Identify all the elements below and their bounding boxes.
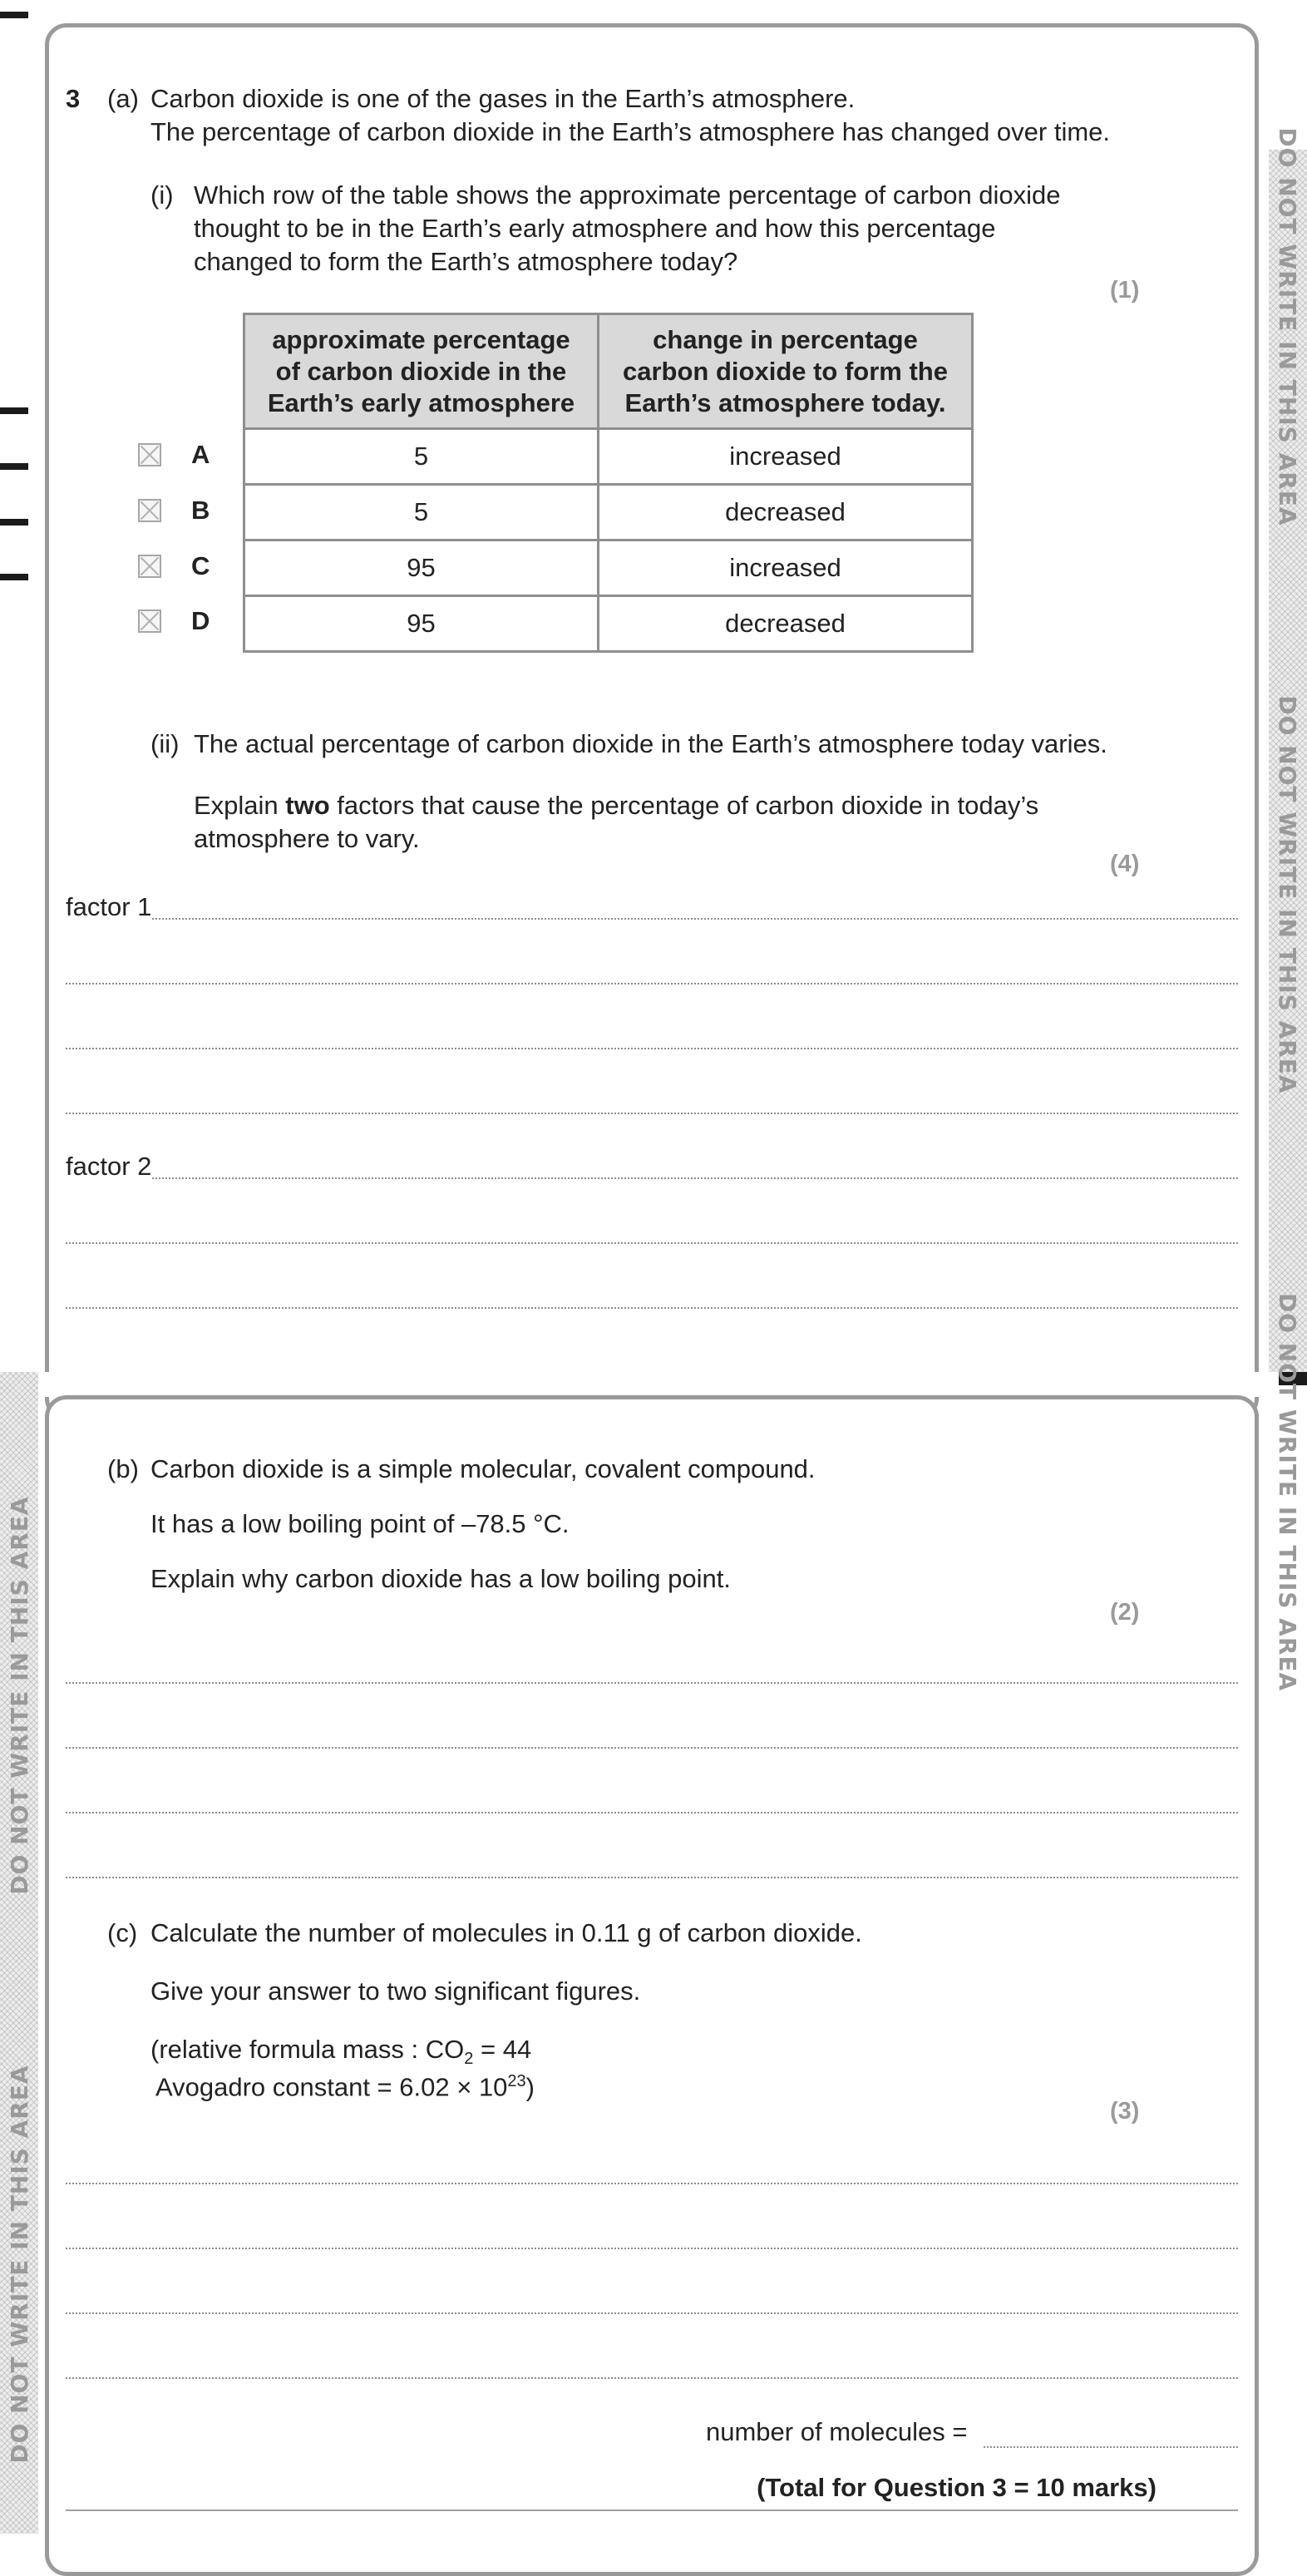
avogadro-constant: Avogadro constant = $6.02 \times 10^{23}$) — [155, 2072, 535, 2102]
answer-line[interactable] — [152, 1177, 1238, 1179]
option-b-letter: B — [191, 496, 210, 525]
question-text: Explain why carbon dioxide has a low boiling point. — [150, 1564, 731, 1593]
factor-1-label: factor 1 — [66, 892, 152, 921]
margin-warning: DO NOT WRITE IN THIS AREA — [5, 2065, 33, 2464]
option-a-checkbox[interactable] — [138, 443, 161, 466]
question-end-rule — [66, 2509, 1238, 2511]
answer-line[interactable] — [66, 1113, 1238, 1114]
question-text: Which row of the table shows the approximate percentage of carbon dioxide — [194, 180, 1061, 210]
part-a-label: (a) — [107, 84, 139, 113]
answer-line[interactable] — [66, 1048, 1238, 1049]
question-text: atmosphere to vary. — [194, 824, 420, 853]
intro-text: The percentage of carbon dioxide in the Earth’s atmosphere has changed over time. — [150, 117, 1111, 146]
factor-2-label: factor 2 — [66, 1152, 152, 1181]
margin-marker — [0, 574, 28, 580]
marks-indicator: (3) — [1110, 2098, 1140, 2124]
margin-warning-fragment: DO NOT WRITE IN THIS AREA — [1274, 1293, 1302, 1692]
answer-line[interactable] — [66, 1877, 1238, 1878]
answer-line[interactable] — [66, 1812, 1238, 1814]
table-cell: 5 — [244, 485, 599, 540]
question-text: Give your answer to two significant figures. — [150, 1976, 641, 2006]
margin-warning: DO NOT WRITE IN THIS AREA — [1274, 695, 1302, 1094]
table-cell: decreased — [599, 596, 973, 652]
answer-line[interactable] — [66, 983, 1238, 985]
question-text: Carbon dioxide is a simple molecular, covalent compound. — [150, 1454, 816, 1483]
table-cell: 95 — [244, 540, 599, 596]
option-a-letter: A — [191, 440, 210, 469]
margin-marker — [0, 407, 28, 414]
table-row — [244, 485, 973, 540]
answer-line[interactable] — [66, 2377, 1238, 2379]
question-number: 3 — [66, 84, 81, 113]
question-panel-bottom — [45, 1395, 1259, 2576]
table-row — [244, 596, 973, 652]
question-text: It has a low boiling point of –78.5 °C. — [150, 1509, 570, 1538]
margin-marker — [0, 463, 28, 470]
answer-line[interactable] — [66, 2183, 1238, 2184]
question-panel-top — [45, 23, 1259, 1420]
answer-line[interactable] — [66, 1307, 1238, 1309]
options-table — [243, 313, 974, 653]
total-marks: (Total for Question 3 = 10 marks) — [757, 2473, 1157, 2502]
table-cell: increased — [599, 540, 973, 596]
page-break — [38, 1372, 1269, 1397]
subpart-ii-label: (ii) — [150, 729, 180, 758]
table-header-row — [244, 314, 973, 429]
table-cell: 5 — [244, 429, 599, 485]
part-c-label: (c) — [107, 1918, 138, 1947]
intro-text: Carbon dioxide is one of the gases in the Earth’s atmosphere. — [150, 84, 856, 113]
question-text: Explain two factors that cause the percentage of carbon dioxide in today’s — [194, 791, 1039, 820]
relative-formula-mass: (relative formula mass : $CO_2 = 44$ — [150, 2035, 532, 2069]
answer-line[interactable] — [66, 1682, 1238, 1684]
question-text: thought to be in the Earth’s early atmosphere and how this percentage — [194, 214, 996, 243]
subpart-i-label: (i) — [150, 180, 174, 210]
marks-indicator: (4) — [1110, 851, 1140, 877]
margin-warning: DO NOT WRITE IN THIS AREA — [5, 1496, 33, 1895]
question-text: Calculate the number of molecules in 0.11 g of carbon dioxide. — [150, 1918, 862, 1947]
answer-field[interactable] — [984, 2446, 1238, 2448]
margin-marker — [0, 519, 28, 526]
column-header-early-percentage: approximate percentage of carbon dioxide in the Earth’s early atmosphere — [244, 314, 599, 429]
option-c-letter: C — [191, 551, 210, 580]
option-c-checkbox[interactable] — [138, 555, 161, 578]
option-d-checkbox[interactable] — [138, 609, 161, 633]
margin-warning: DO NOT WRITE IN THIS AREA — [1274, 127, 1302, 526]
part-b-label: (b) — [107, 1454, 139, 1483]
question-text: The actual percentage of carbon dioxide in the Earth’s atmosphere today varies. — [194, 729, 1107, 758]
answer-line[interactable] — [66, 1747, 1238, 1749]
table-row — [244, 429, 973, 485]
marks-indicator: (1) — [1110, 277, 1140, 303]
marks-indicator: (2) — [1110, 1599, 1140, 1626]
table-cell: 95 — [244, 596, 599, 652]
option-d-letter: D — [191, 606, 210, 635]
table-row — [244, 540, 973, 596]
answer-line[interactable] — [66, 2248, 1238, 2249]
table-cell: decreased — [599, 485, 973, 540]
option-b-checkbox[interactable] — [138, 499, 161, 522]
answer-line[interactable] — [66, 2312, 1238, 2314]
answer-line[interactable] — [152, 918, 1238, 920]
answer-label: number of molecules = — [706, 2417, 968, 2446]
table-cell: increased — [599, 429, 973, 485]
question-text: changed to form the Earth’s atmosphere today? — [194, 247, 738, 276]
answer-line[interactable] — [66, 1242, 1238, 1244]
column-header-change: change in percentage carbon dioxide to form the Earth’s atmosphere today. — [599, 314, 973, 429]
margin-marker — [0, 12, 28, 18]
